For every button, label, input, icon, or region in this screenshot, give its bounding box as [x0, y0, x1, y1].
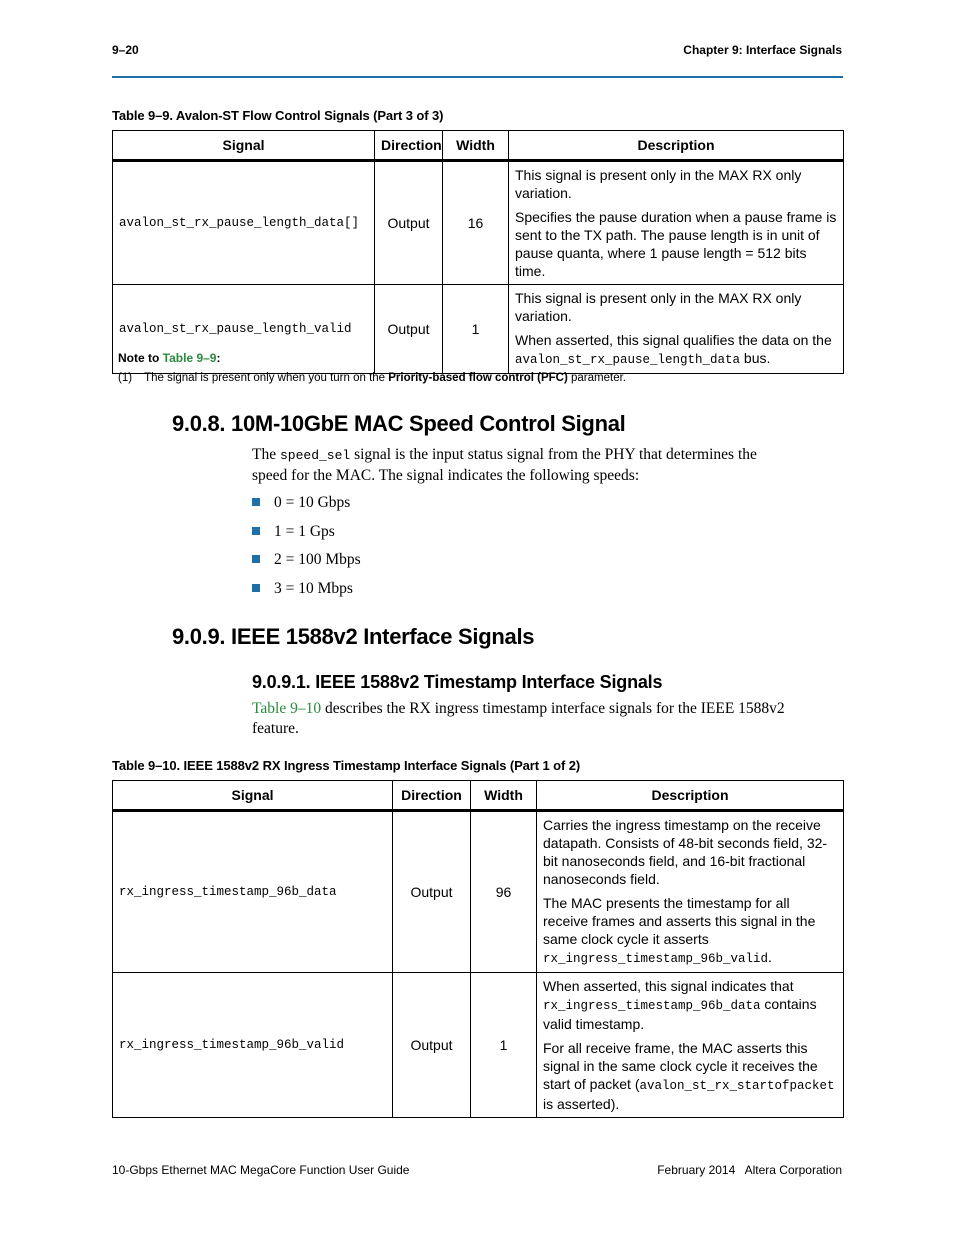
signal-width: 1: [471, 973, 537, 1118]
paragraph-text: describes the RX ingress timestamp interface signals for the IEEE 1588v2: [321, 700, 785, 717]
table1-col-signal: Signal: [113, 131, 375, 161]
inline-code: speed_sel: [279, 448, 351, 463]
description-text: The MAC presents the timestamp for all receive frames and asserts this signal in the same clock cycle it asserts: [543, 895, 816, 947]
signal-width: 1: [443, 285, 509, 374]
inline-code: avalon_st_rx_startofpacket: [639, 1079, 835, 1093]
table1-caption: Table 9–9. Avalon-ST Flow Control Signals (Part 3 of 3): [112, 108, 444, 123]
paragraph-text: speed for the MAC. The signal indicates the following speeds:: [252, 467, 640, 484]
section-9091-paragraph: [252, 699, 842, 739]
signal-direction: Output: [393, 811, 471, 973]
table-note: [118, 351, 220, 365]
bullet-square-icon: [252, 555, 260, 563]
footnote-parameter: Priority-based flow control (PFC): [388, 372, 568, 384]
paragraph-text: The: [252, 446, 280, 463]
footnote-number: (1): [118, 372, 133, 384]
description-paragraph: [543, 1039, 837, 1113]
table-row: [113, 973, 844, 1118]
table-row: [113, 811, 844, 973]
description-text: bus.: [740, 350, 771, 366]
table2-col-description: Description: [537, 781, 844, 811]
signal-width: 16: [443, 161, 509, 285]
table2-col-signal: Signal: [113, 781, 393, 811]
description-paragraph: This signal is present only in the MAX RX only variation.: [515, 167, 802, 201]
signal-name: rx_ingress_timestamp_96b_valid: [113, 973, 393, 1118]
bullet-square-icon: [252, 527, 260, 535]
signal-direction: Output: [393, 973, 471, 1118]
description-paragraph: [543, 894, 837, 968]
inline-code: avalon_st_rx_pause_length_data: [515, 353, 741, 367]
footer-date-company: February 2014 Altera Corporation: [657, 1163, 842, 1177]
signal-description: [537, 973, 844, 1118]
footnote-text: The signal is present only when you turn on the: [144, 372, 389, 384]
footnote-text: parameter.: [567, 372, 626, 384]
inline-code: rx_ingress_timestamp_96b_data: [543, 999, 761, 1013]
section-heading-908: 9.0.8. 10M-10GbE MAC Speed Control Signal: [172, 411, 626, 436]
section-heading-9091: 9.0.9.1. IEEE 1588v2 Timestamp Interface Signals: [252, 672, 663, 692]
inline-code: rx_ingress_timestamp_96b_valid: [543, 952, 769, 966]
signal-name: avalon_st_rx_pause_length_valid: [113, 285, 375, 374]
list-item-text: 2 = 100 Mbps: [274, 551, 361, 568]
section-heading-909: 9.0.9. IEEE 1588v2 Interface Signals: [172, 624, 535, 649]
paragraph-text: signal is the input status signal from the PHY that determines the: [350, 446, 757, 463]
table1-col-width: Width: [443, 131, 509, 161]
table1-col-direction: Direction: [375, 131, 443, 161]
table-row: [113, 285, 844, 374]
paragraph-table-link[interactable]: Table 9–10: [252, 700, 322, 717]
signal-description: [509, 285, 844, 374]
signal-description: [537, 811, 844, 973]
signal-direction: Output: [375, 161, 443, 285]
signal-description: [509, 161, 844, 285]
header-rule: [112, 76, 843, 78]
description-text: .: [768, 949, 772, 965]
note-table-link[interactable]: Table 9–9: [162, 351, 217, 365]
list-item-text: 3 = 10 Mbps: [274, 580, 353, 597]
description-paragraph: Specifies the pause duration when a pause frame is sent to the TX path. The pause length is in unit of pause quanta, where 1 pause length = 512 bits time.: [515, 209, 837, 279]
table1-col-description: Description: [509, 131, 844, 161]
list-item-text: 0 = 10 Gbps: [274, 494, 351, 511]
table2-col-direction: Direction: [393, 781, 471, 811]
note-colon: :: [216, 351, 221, 365]
table2-col-width: Width: [471, 781, 537, 811]
description-text: When asserted, this signal qualifies the data on the: [515, 332, 832, 348]
description-text: When asserted, this signal indicates that: [543, 978, 794, 994]
list-item: [252, 523, 335, 541]
description-text: is asserted).: [543, 1096, 620, 1112]
description-paragraph: [543, 977, 837, 1033]
table1: [112, 130, 844, 374]
signal-direction: Output: [375, 285, 443, 374]
table2-header-row: [113, 781, 844, 811]
list-item: [252, 494, 350, 512]
signal-name: avalon_st_rx_pause_length_data[]: [113, 161, 375, 285]
bullet-square-icon: [252, 584, 260, 592]
signal-width: 96: [471, 811, 537, 973]
list-item: [252, 551, 361, 569]
footer-document-title: 10-Gbps Ethernet MAC MegaCore Function User Guide: [112, 1163, 410, 1177]
signal-name: rx_ingress_timestamp_96b_data: [113, 811, 393, 973]
table-row: [113, 161, 844, 285]
description-paragraph: [515, 331, 837, 369]
chapter-title: Chapter 9: Interface Signals: [683, 43, 842, 57]
bullet-square-icon: [252, 498, 260, 506]
table1-header-row: [113, 131, 844, 161]
section-908-paragraph: [252, 445, 842, 486]
description-text: For all receive frame, the MAC asserts this signal in the same clock cycle it receives the start of packet (: [543, 1040, 818, 1092]
description-paragraph: Carries the ingress timestamp on the receive datapath. Consists of 48-bit seconds field, 32-bit nanoseconds field, and 16-bit fractional nanoseconds field.: [543, 817, 828, 887]
table2-caption: Table 9–10. IEEE 1588v2 RX Ingress Timestamp Interface Signals (Part 1 of 2): [112, 758, 581, 773]
list-item-text: 1 = 1 Gps: [274, 523, 335, 540]
description-text: contains valid timestamp.: [543, 996, 817, 1032]
footnote: [118, 372, 626, 384]
note-label: Note to: [118, 351, 163, 365]
description-paragraph: This signal is present only in the MAX RX only variation.: [515, 290, 802, 324]
list-item: [252, 580, 353, 598]
table2: [112, 780, 844, 1118]
page-number: 9–20: [112, 43, 139, 57]
paragraph-text: feature.: [252, 720, 299, 737]
